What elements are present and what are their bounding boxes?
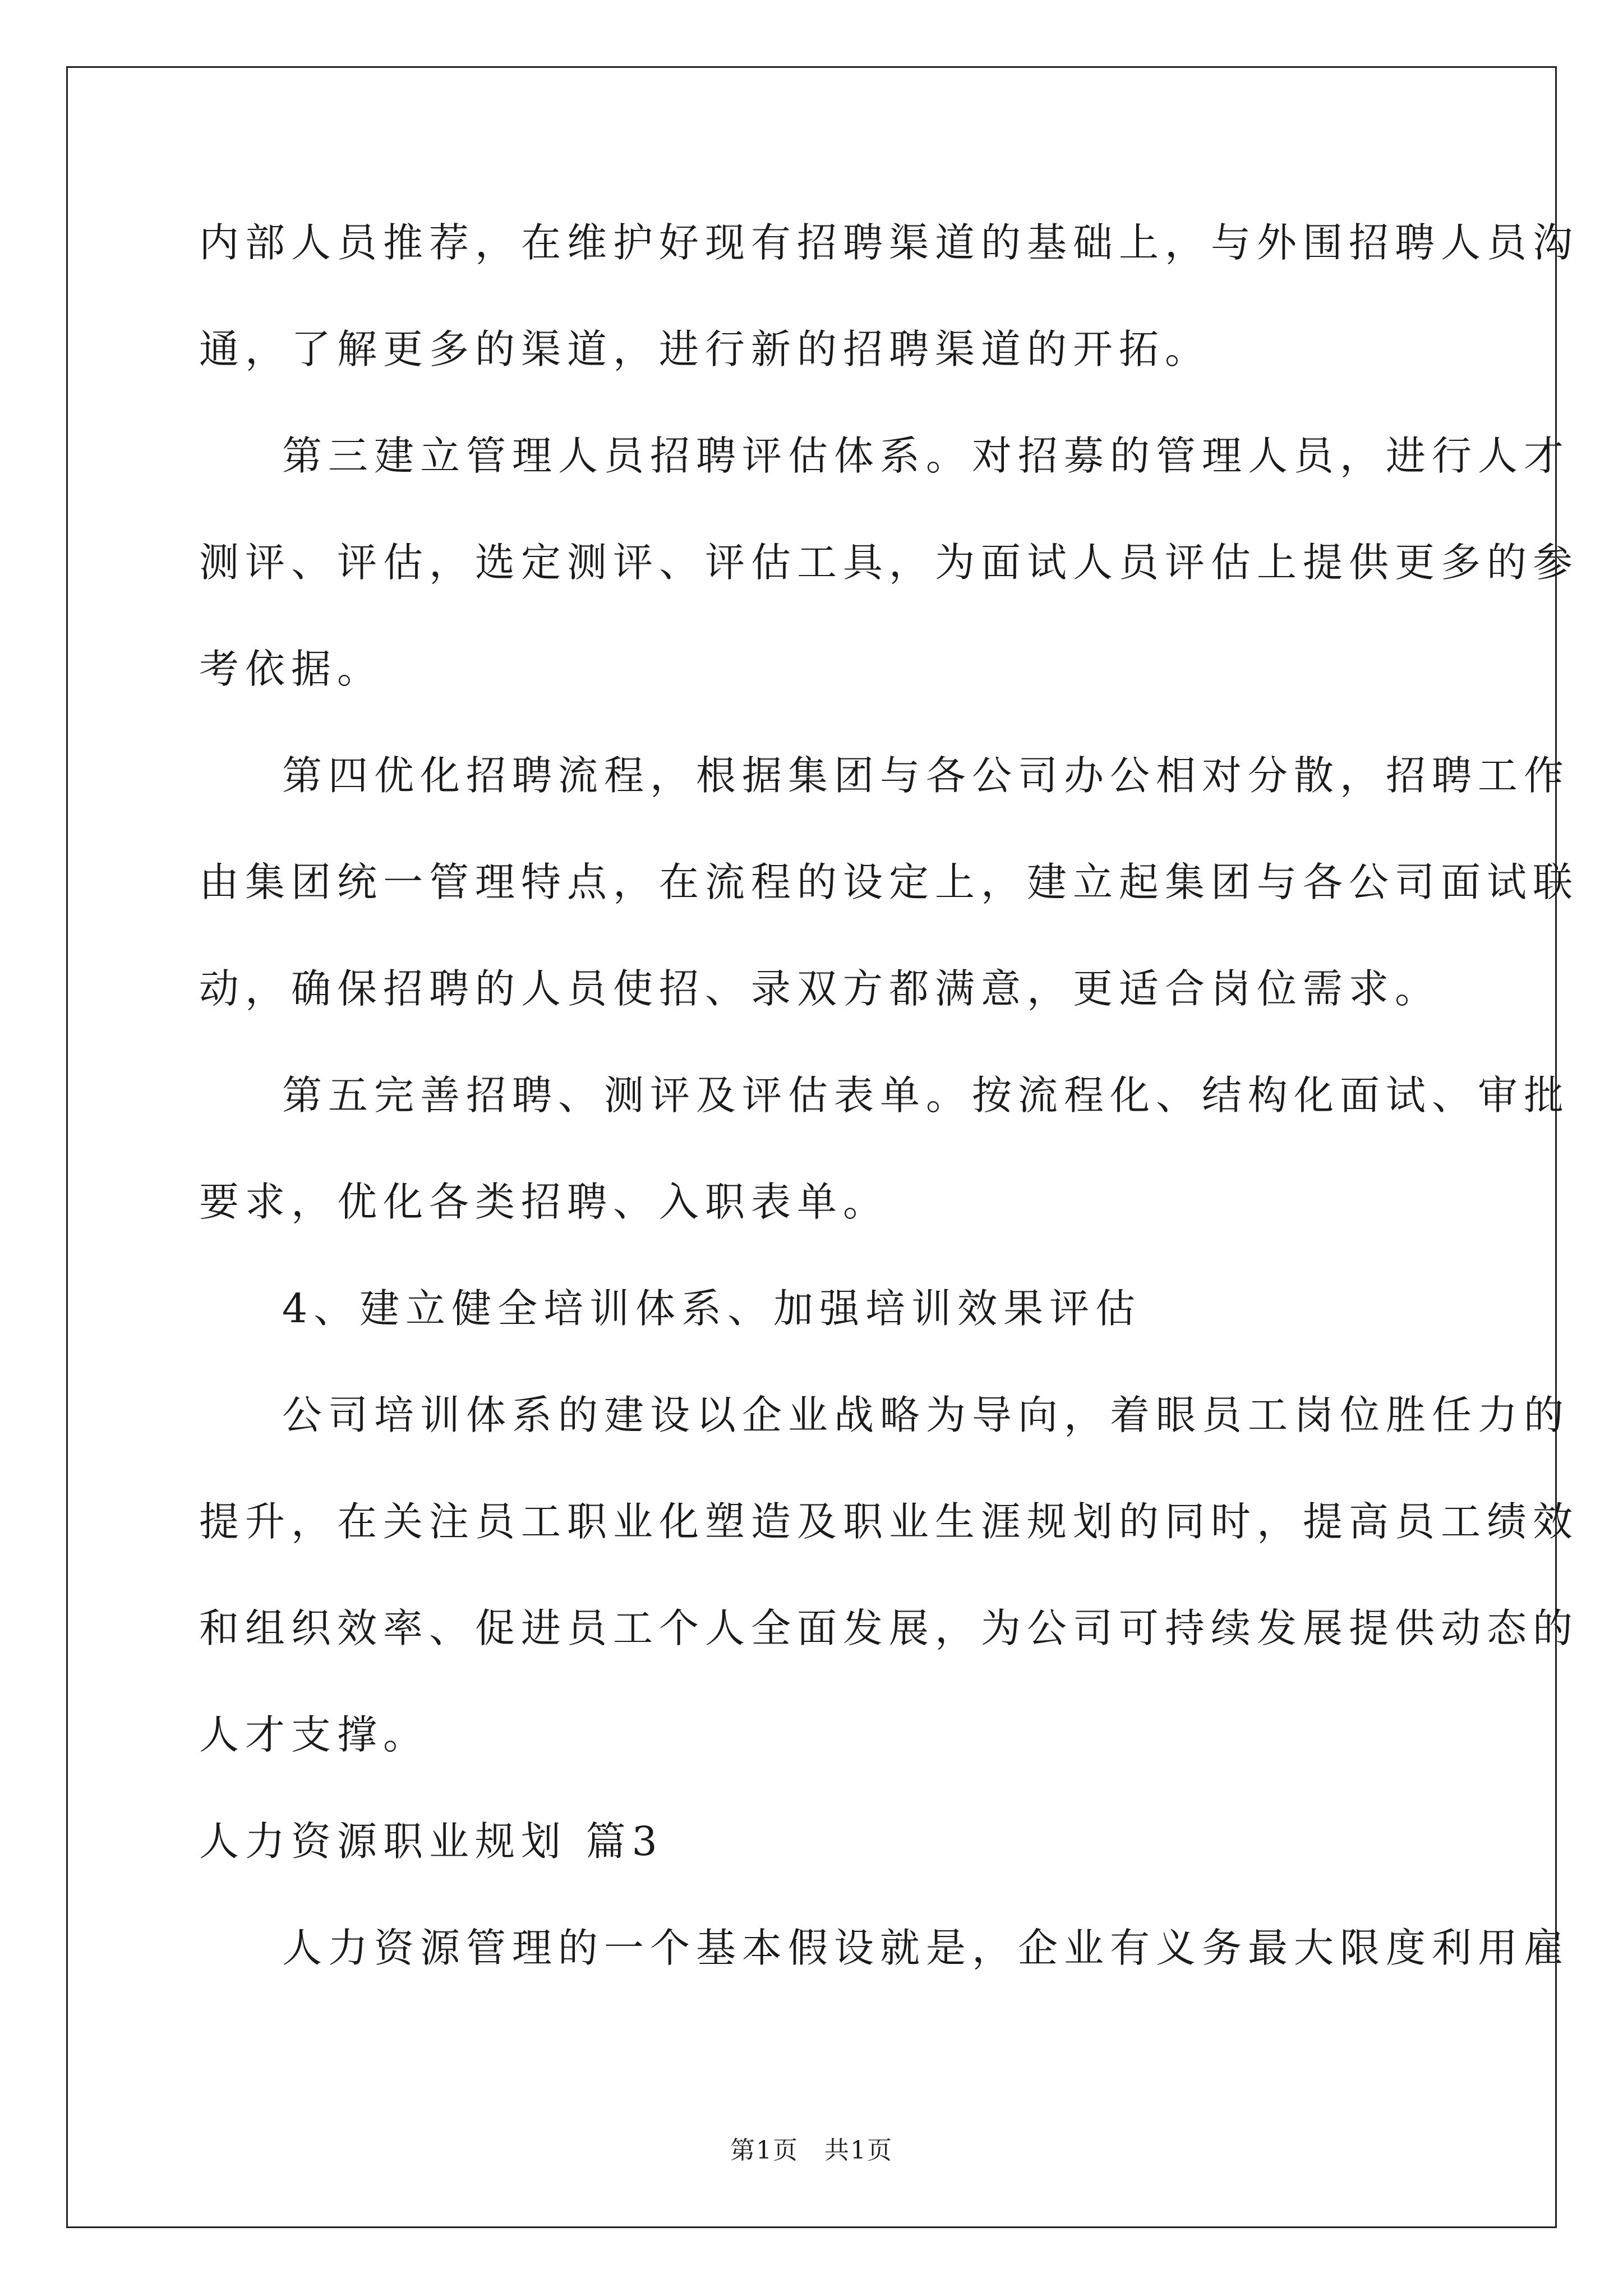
paragraph-2	[199, 429, 1579, 696]
text-line: 第三建立管理人员招聘评估体系。对招募的管理人员，进行人才	[282, 432, 1570, 479]
section-heading: 人力资源职业规划 篇3	[199, 1818, 663, 1865]
text-line: 要求，优化各类招聘、入职表单。	[199, 1179, 889, 1225]
text-line: 人才支撑。	[199, 1711, 430, 1758]
subsection-heading: 4、建立健全培训体系、加强培训效果评估	[282, 1285, 1142, 1332]
text-line: 和组织效率、促进员工个人全面发展，为公司可持续发展提供动态的	[199, 1605, 1579, 1651]
paragraph-1	[199, 216, 1579, 376]
text-line: 由集团统一管理特点，在流程的设定上，建立起集团与各公司面试联	[199, 859, 1579, 905]
text-line: 考依据。	[199, 646, 384, 692]
page-number-footer: 第1页 共1页	[730, 2136, 893, 2165]
text-line: 人力资源管理的一个基本假设就是，企业有义务最大限度利用雇	[282, 1925, 1570, 1971]
paragraph-6	[199, 1388, 1579, 1761]
paragraph-5-subheading	[199, 1282, 1422, 1335]
text-line: 内部人员推荐，在维护好现有招聘渠道的基础上，与外围招聘人员沟	[199, 219, 1579, 266]
document-body	[199, 216, 1579, 2028]
text-line: 通，了解更多的渠道，进行新的招聘渠道的开拓。	[199, 326, 1211, 372]
text-line: 公司培训体系的建设以企业战略为导向，着眼员工岗位胜任力的	[282, 1392, 1570, 1438]
paragraph-7	[199, 1921, 1570, 1975]
text-line: 第五完善招聘、测评及评估表单。按流程化、结构化面试、审批	[282, 1072, 1570, 1119]
paragraph-3	[199, 749, 1579, 1015]
paragraph-4	[199, 1069, 1570, 1228]
text-line: 提升，在关注员工职业化塑造及职业生涯规划的同时，提高员工绩效	[199, 1498, 1579, 1545]
text-line: 动，确保招聘的人员使招、录双方都满意，更适合岗位需求。	[199, 965, 1441, 1012]
text-line: 测评、评估，选定测评、评估工具，为面试人员评估上提供更多的参	[199, 539, 1579, 586]
text-line: 第四优化招聘流程，根据集团与各公司办公相对分散，招聘工作	[282, 752, 1570, 799]
